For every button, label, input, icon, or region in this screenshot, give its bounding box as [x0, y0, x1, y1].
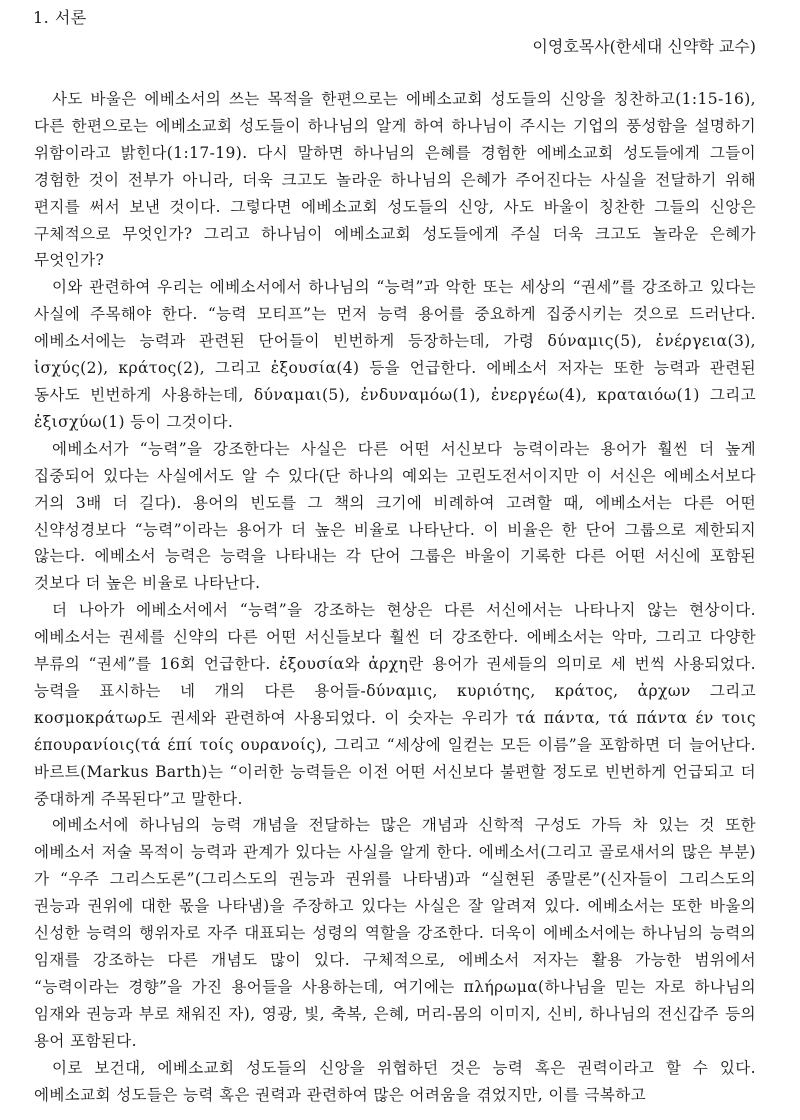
paragraph: 이로 보건대, 에베소교회 성도들의 신앙을 위협하던 것은 능력 혹은 권력이라고 할 수 있다. 에베소교회 성도들은 능력 혹은 권력과 관련하여 많은 어려움을 겪었지만, 이를 극복하고	[34, 1058, 756, 1104]
author-line: 이영호목사(한세대 신약학 교수)	[532, 37, 756, 56]
paragraph: 에베소서에 하나님의 능력 개념을 전달하는 많은 개념과 신학적 구성도 가득 차 있는 것 또한 에베소서 저술 목적이 능력과 관계가 있다는 사실을 알게 한다. 에베소서(그리고 골로새서의 많은 부분)가 “우주 그리스도론”(그리스도의 권능과 권위를 나타냄)과 “실현된 종말론”(신자들이 그리스도의 권능과 권위에 대한 몫을 나타냄)을 주장하고 있다는 사실은 잘 알려져 있다. 에베소서는 또한 바울의 신성한 능력의 행위자로 자주 대표되는 성령의 역할을 강조한다. 더욱이 에베소서에는 하나님의 능력의 임재를 강조하는 다른 개념도 많이 있다. 구체적으로, 에베소서 저자는 활용 가능한 범위에서 “능력이라는 경향”을 가진 용어들을 사용하는데, 여기에는 πλήρωμα(하나님을 믿는 자로 하나님의 임재와 권능과 부로 채워진 자), 영광, 빛, 축복, 은혜, 머리-몸의 이미지, 신비, 하나님의 전신갑주 등의 용어 포함된다.	[34, 816, 756, 1050]
paragraph: 사도 바울은 에베소서의 쓰는 목적을 한편으로는 에베소교회 성도들의 신앙을 칭찬하고(1:15-16), 다른 한편으로는 에베소교회 성도들이 하나님의 알게 하여 하나님이 주시는 기업의 풍성함을 설명하기 위함이라고 밝힌다(1:17-19). 다시 말하면 하나님의 은혜를 경험한 에베소교회 성도들에게 그들이 경험한 것이 전부가 아니라, 더욱 크고도 놀라운 하나님의 은혜가 주어진다는 사실을 전달하기 위해 편지를 써서 보낸 것이다. 그렇다면 에베소교회 성도들의 신앙, 사도 바울이 칭찬한 그들의 신앙은 구체적으로 무엇인가? 그리고 하나님이 에베소교회 성도들에게 주실 더욱 크고도 놀라운 은혜가 무엇인가?	[34, 90, 756, 270]
document-body	[34, 86, 756, 1108]
paragraph: 더 나아가 에베소서에서 “능력”을 강조하는 현상은 다른 서신에서는 나타나지 않는 현상이다. 에베소서는 권세를 신약의 다른 어떤 서신들보다 훨씬 더 강조한다. 에베소서는 악마, 그리고 다양한 부류의 “권세”를 16회 언급한다. ἐξουσία와 ἀρχη란 용어가 권세들의 의미로 세 번씩 사용되었다. 능력을 표시하는 네 개의 다른 용어들-δύναμις, κυριότης, κράτος, ἀρχων 그리고 κοσμοκράτωρ도 권세와 관련하여 사용되었다. 이 숫자는 우리가 τά πάντα, τά πάντα έν τοις έπουρανίοις(τά έπί τοίς ουρανοίς), 그리고 “세상에 일컫는 모든 이름”을 포함하면 더 늘어난다. 바르트(Markus Barth)는 “이러한 능력들은 이전 어떤 서신보다 불편할 정도로 빈번하게 언급되고 더 중대하게 주목된다”고 말한다.	[34, 601, 756, 808]
section-heading: 1. 서론	[33, 8, 87, 27]
paragraph: 이와 관련하여 우리는 에베소서에서 하나님의 “능력”과 악한 또는 세상의 “권세”를 강조하고 있다는 사실에 주목해야 한다. “능력 모티프”는 먼저 능력 용어를 중요하게 집중시키는 것으로 드러난다. 에베소서에는 능력과 관련된 단어들이 빈번하게 등장하는데, 가령 δύναμις(5), ἐνέργεια(3), ἰσχύς(2), κράτος(2), 그리고 ἐξουσία(4) 등을 언급한다. 에베소서 저자는 또한 능력과 관련된 동사도 빈번하게 사용하는데, δύναμαι(5), ἐνδυναμόω(1), ἐνεργέω(4), κραταιόω(1) 그리고 ἐξισχύω(1) 등이 그것이다.	[34, 278, 756, 431]
paragraph: 에베소서가 “능력”을 강조한다는 사실은 다른 어떤 서신보다 능력이라는 용어가 훨씬 더 높게 집중되어 있다는 사실에서도 알 수 있다(단 하나의 예외는 고린도전서이지만 이 서신은 에베소서보다 거의 3배 더 길다). 용어의 빈도를 그 책의 크기에 비례하여 고려할 때, 에베소서는 다른 어떤 신약성경보다 “능력”이라는 용어가 더 높은 비율로 나타난다. 이 비율은 한 단어 그룹으로 제한되지 않는다. 에베소서 능력은 능력을 나타내는 각 단어 그룹은 바울이 기록한 다른 어떤 서신에 포함된 것보다 더 높은 비율로 나타난다.	[34, 439, 756, 593]
